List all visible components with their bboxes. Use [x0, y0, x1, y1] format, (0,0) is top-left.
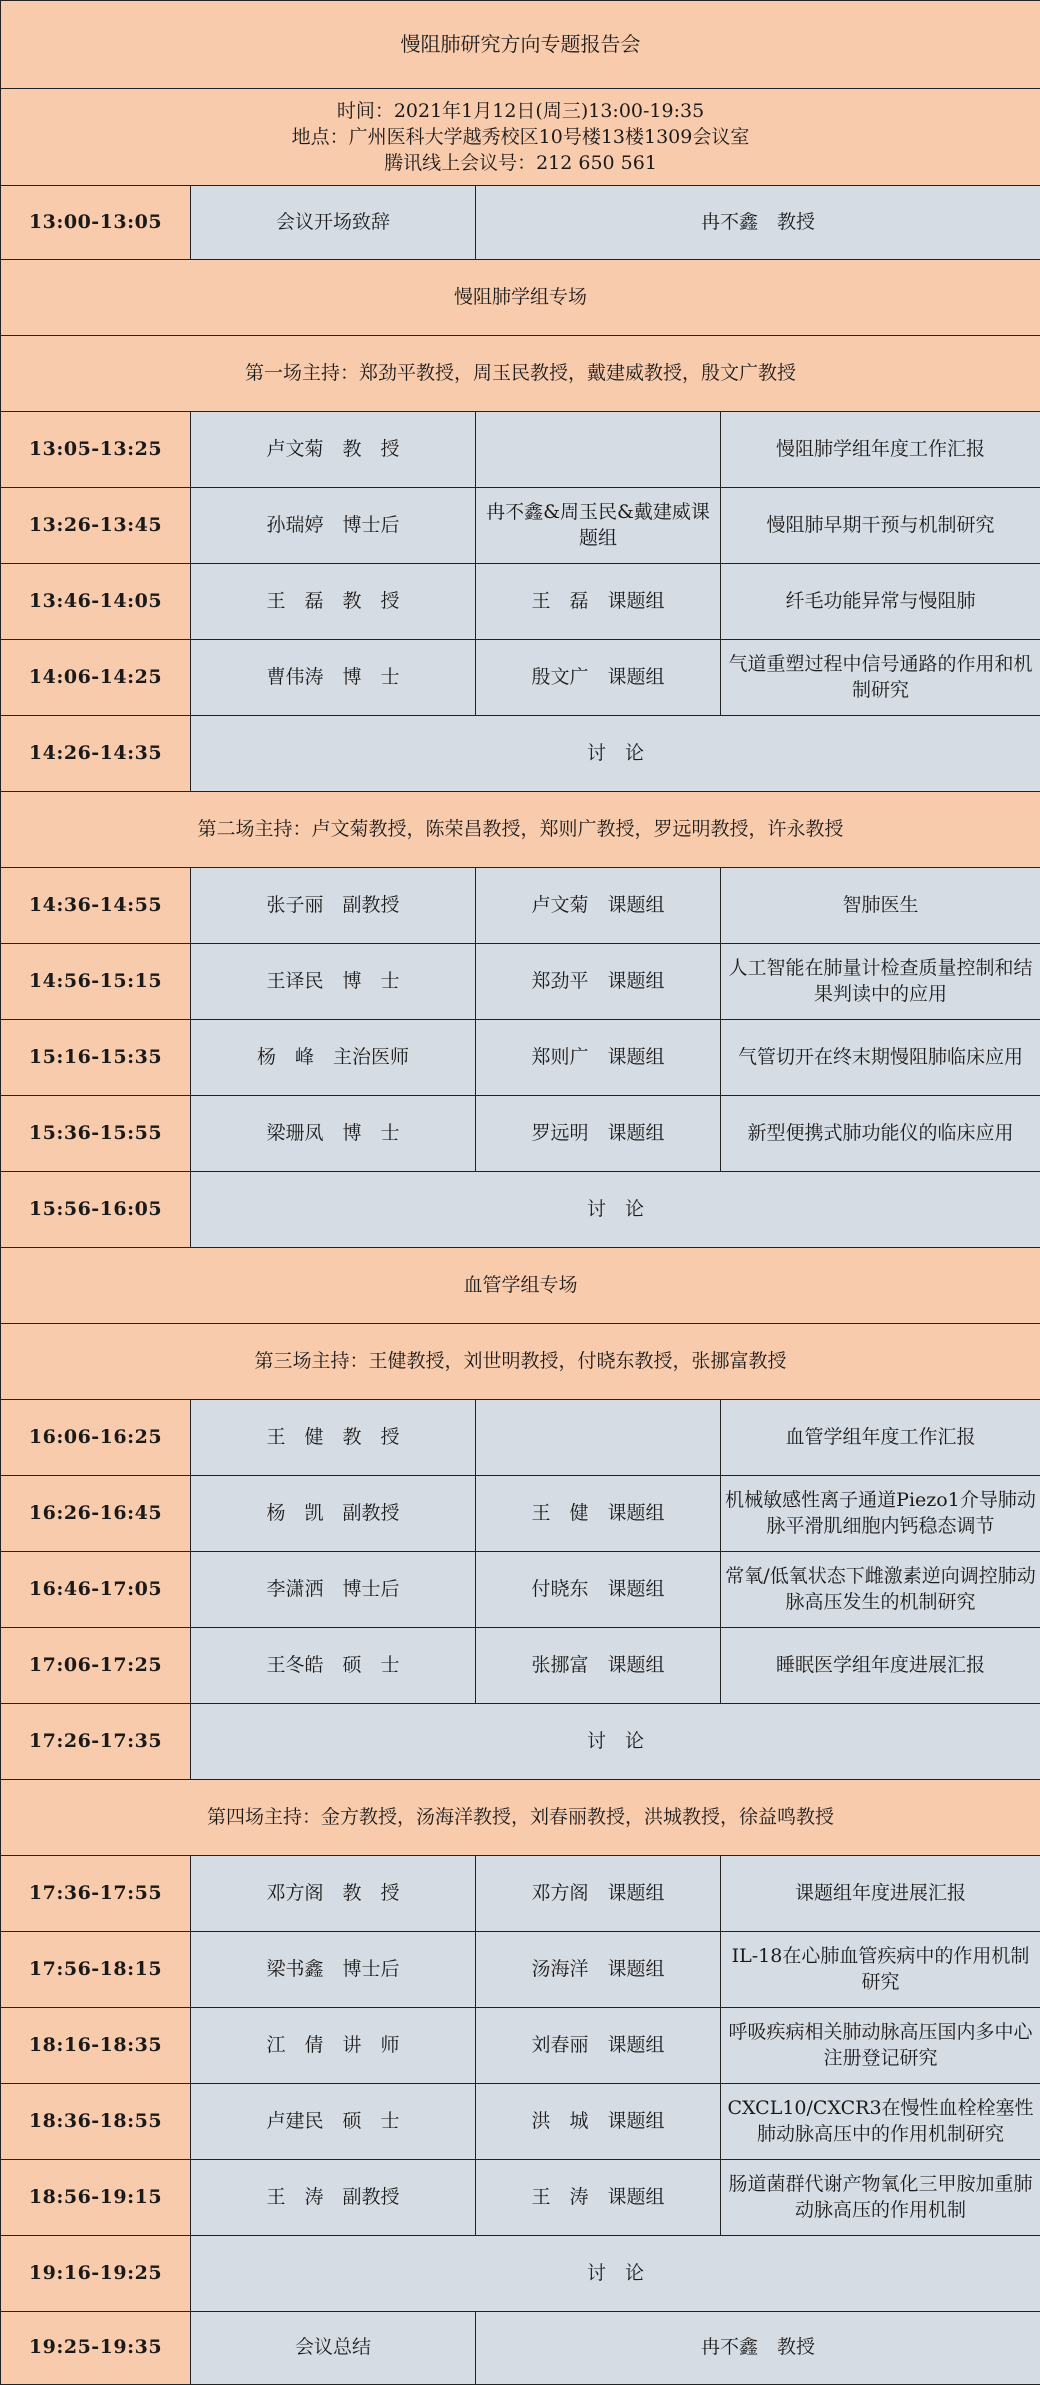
talk-topic: 气道重塑过程中信号通路的作用和机制研究: [721, 640, 1040, 716]
opening-time: 13:00-13:05: [1, 186, 191, 260]
talk-topic: 课题组年度进展汇报: [721, 1856, 1040, 1932]
talk-speaker: 王 涛 副教授: [191, 2160, 476, 2236]
section-title-vascular: 血管学组专场: [1, 1248, 1040, 1324]
talk-time: 13:26-13:45: [1, 488, 191, 564]
talk-group: 郑劲平 课题组: [476, 944, 721, 1020]
session1-host: 第一场主持：郑劲平教授，周玉民教授，戴建威教授，殷文广教授: [1, 336, 1040, 412]
talk-topic: IL-18在心肺血管疾病中的作用机制研究: [721, 1932, 1040, 2008]
talk-group: [476, 412, 721, 488]
discussion-label: 讨 论: [191, 1172, 1040, 1248]
talk-row: [1, 1856, 1040, 1932]
talk-group: 汤海洋 课题组: [476, 1932, 721, 2008]
talk-topic: 新型便携式肺功能仪的临床应用: [721, 1096, 1040, 1172]
talk-row: [1, 640, 1040, 716]
talk-time: 17:36-17:55: [1, 1856, 191, 1932]
talk-row: [1, 944, 1040, 1020]
page-title: 慢阻肺研究方向专题报告会: [1, 1, 1040, 89]
closing-speaker: 冉不鑫 教授: [476, 2312, 1040, 2385]
talk-topic: 智肺医生: [721, 868, 1040, 944]
closing-item: 会议总结: [191, 2312, 476, 2385]
session2-host: 第二场主持：卢文菊教授，陈荣昌教授，郑则广教授，罗远明教授，许永教授: [1, 792, 1040, 868]
session4-host-row: [1, 1780, 1040, 1856]
talk-topic: 血管学组年度工作汇报: [721, 1400, 1040, 1476]
title-row: [1, 1, 1040, 89]
meeting-online-id: 腾讯线上会议号：212 650 561: [7, 150, 1034, 176]
meeting-location: 地点：广州医科大学越秀校区10号楼13楼1309会议室: [7, 124, 1034, 150]
talk-speaker: 王冬皓 硕 士: [191, 1628, 476, 1704]
talk-speaker: 王 健 教 授: [191, 1400, 476, 1476]
talk-time: 17:06-17:25: [1, 1628, 191, 1704]
talk-speaker: 江 倩 讲 师: [191, 2008, 476, 2084]
talk-group: 付晓东 课题组: [476, 1552, 721, 1628]
session2-host-row: [1, 792, 1040, 868]
talk-time: 13:46-14:05: [1, 564, 191, 640]
talk-speaker: 卢建民 硕 士: [191, 2084, 476, 2160]
talk-speaker: 梁书鑫 博士后: [191, 1932, 476, 2008]
section-header-vascular: [1, 1248, 1040, 1324]
talk-speaker: 王 磊 教 授: [191, 564, 476, 640]
talk-row: [1, 1476, 1040, 1552]
opening-row: [1, 186, 1040, 260]
discussion-time: 19:16-19:25: [1, 2236, 191, 2312]
talk-group: 洪 城 课题组: [476, 2084, 721, 2160]
talk-topic: 肠道菌群代谢产物氧化三甲胺加重肺动脉高压的作用机制: [721, 2160, 1040, 2236]
talk-row: [1, 1628, 1040, 1704]
talk-row: [1, 564, 1040, 640]
talk-row: [1, 1400, 1040, 1476]
talk-speaker: 杨 峰 主治医师: [191, 1020, 476, 1096]
talk-speaker: 孙瑞婷 博士后: [191, 488, 476, 564]
discussion-row: [1, 1172, 1040, 1248]
talk-time: 14:36-14:55: [1, 868, 191, 944]
section-title-copd: 慢阻肺学组专场: [1, 260, 1040, 336]
talk-time: 17:56-18:15: [1, 1932, 191, 2008]
discussion-time: 15:56-16:05: [1, 1172, 191, 1248]
talk-group: 王 涛 课题组: [476, 2160, 721, 2236]
talk-topic: 纤毛功能异常与慢阻肺: [721, 564, 1040, 640]
talk-group: 卢文菊 课题组: [476, 868, 721, 944]
talk-time: 13:05-13:25: [1, 412, 191, 488]
session1-host-row: [1, 336, 1040, 412]
talk-group: 罗远明 课题组: [476, 1096, 721, 1172]
talk-group: 王 磊 课题组: [476, 564, 721, 640]
talk-row: [1, 412, 1040, 488]
session3-host: 第三场主持：王健教授，刘世明教授，付晓东教授，张挪富教授: [1, 1324, 1040, 1400]
talk-speaker: 李潇洒 博士后: [191, 1552, 476, 1628]
talk-time: 18:56-19:15: [1, 2160, 191, 2236]
talk-row: [1, 2008, 1040, 2084]
talk-time: 14:06-14:25: [1, 640, 191, 716]
talk-group: 殷文广 课题组: [476, 640, 721, 716]
session4-host: 第四场主持：金方教授，汤海洋教授，刘春丽教授，洪城教授，徐益鸣教授: [1, 1780, 1040, 1856]
talk-topic: 慢阻肺早期干预与机制研究: [721, 488, 1040, 564]
talk-topic: 呼吸疾病相关肺动脉高压国内多中心注册登记研究: [721, 2008, 1040, 2084]
schedule-body: [1, 1, 1040, 2385]
talk-speaker: 梁珊凤 博 士: [191, 1096, 476, 1172]
talk-row: [1, 2084, 1040, 2160]
talk-topic: 常氧/低氧状态下雌激素逆向调控肺动脉高压发生的机制研究: [721, 1552, 1040, 1628]
discussion-label: 讨 论: [191, 1704, 1040, 1780]
talk-group: 邓方阁 课题组: [476, 1856, 721, 1932]
closing-row: [1, 2312, 1040, 2385]
talk-row: [1, 1096, 1040, 1172]
talk-speaker: 张子丽 副教授: [191, 868, 476, 944]
talk-topic: 气管切开在终末期慢阻肺临床应用: [721, 1020, 1040, 1096]
talk-time: 15:36-15:55: [1, 1096, 191, 1172]
talk-row: [1, 1552, 1040, 1628]
talk-row: [1, 488, 1040, 564]
talk-topic: 慢阻肺学组年度工作汇报: [721, 412, 1040, 488]
discussion-time: 17:26-17:35: [1, 1704, 191, 1780]
discussion-label: 讨 论: [191, 716, 1040, 792]
talk-time: 16:06-16:25: [1, 1400, 191, 1476]
opening-item: 会议开场致辞: [191, 186, 476, 260]
talk-group: 刘春丽 课题组: [476, 2008, 721, 2084]
talk-speaker: 邓方阁 教 授: [191, 1856, 476, 1932]
talk-topic: 睡眠医学组年度进展汇报: [721, 1628, 1040, 1704]
meeting-info-row: [1, 89, 1040, 186]
talk-group: 冉不鑫&周玉民&戴建威课题组: [476, 488, 721, 564]
talk-topic: 人工智能在肺量计检查质量控制和结果判读中的应用: [721, 944, 1040, 1020]
talk-row: [1, 1020, 1040, 1096]
discussion-label: 讨 论: [191, 2236, 1040, 2312]
talk-topic: CXCL10/CXCR3在慢性血栓栓塞性肺动脉高压中的作用机制研究: [721, 2084, 1040, 2160]
talk-time: 16:26-16:45: [1, 1476, 191, 1552]
talk-speaker: 杨 凯 副教授: [191, 1476, 476, 1552]
talk-speaker: 曹伟涛 博 士: [191, 640, 476, 716]
session3-host-row: [1, 1324, 1040, 1400]
discussion-time: 14:26-14:35: [1, 716, 191, 792]
section-header-copd: [1, 260, 1040, 336]
opening-speaker: 冉不鑫 教授: [476, 186, 1040, 260]
talk-row: [1, 2160, 1040, 2236]
talk-speaker: 卢文菊 教 授: [191, 412, 476, 488]
talk-row: [1, 868, 1040, 944]
talk-speaker: 王译民 博 士: [191, 944, 476, 1020]
talk-time: 18:36-18:55: [1, 2084, 191, 2160]
talk-time: 16:46-17:05: [1, 1552, 191, 1628]
talk-row: [1, 1932, 1040, 2008]
talk-group: 王 健 课题组: [476, 1476, 721, 1552]
discussion-row: [1, 1704, 1040, 1780]
talk-group: [476, 1400, 721, 1476]
meeting-info: [1, 89, 1040, 186]
meeting-time: 时间：2021年1月12日(周三)13:00-19:35: [7, 98, 1034, 124]
talk-time: 14:56-15:15: [1, 944, 191, 1020]
talk-topic: 机械敏感性离子通道Piezo1介导肺动脉平滑肌细胞内钙稳态调节: [721, 1476, 1040, 1552]
discussion-row: [1, 716, 1040, 792]
talk-time: 18:16-18:35: [1, 2008, 191, 2084]
talk-time: 15:16-15:35: [1, 1020, 191, 1096]
talk-group: 张挪富 课题组: [476, 1628, 721, 1704]
talk-group: 郑则广 课题组: [476, 1020, 721, 1096]
discussion-row: [1, 2236, 1040, 2312]
closing-time: 19:25-19:35: [1, 2312, 191, 2385]
